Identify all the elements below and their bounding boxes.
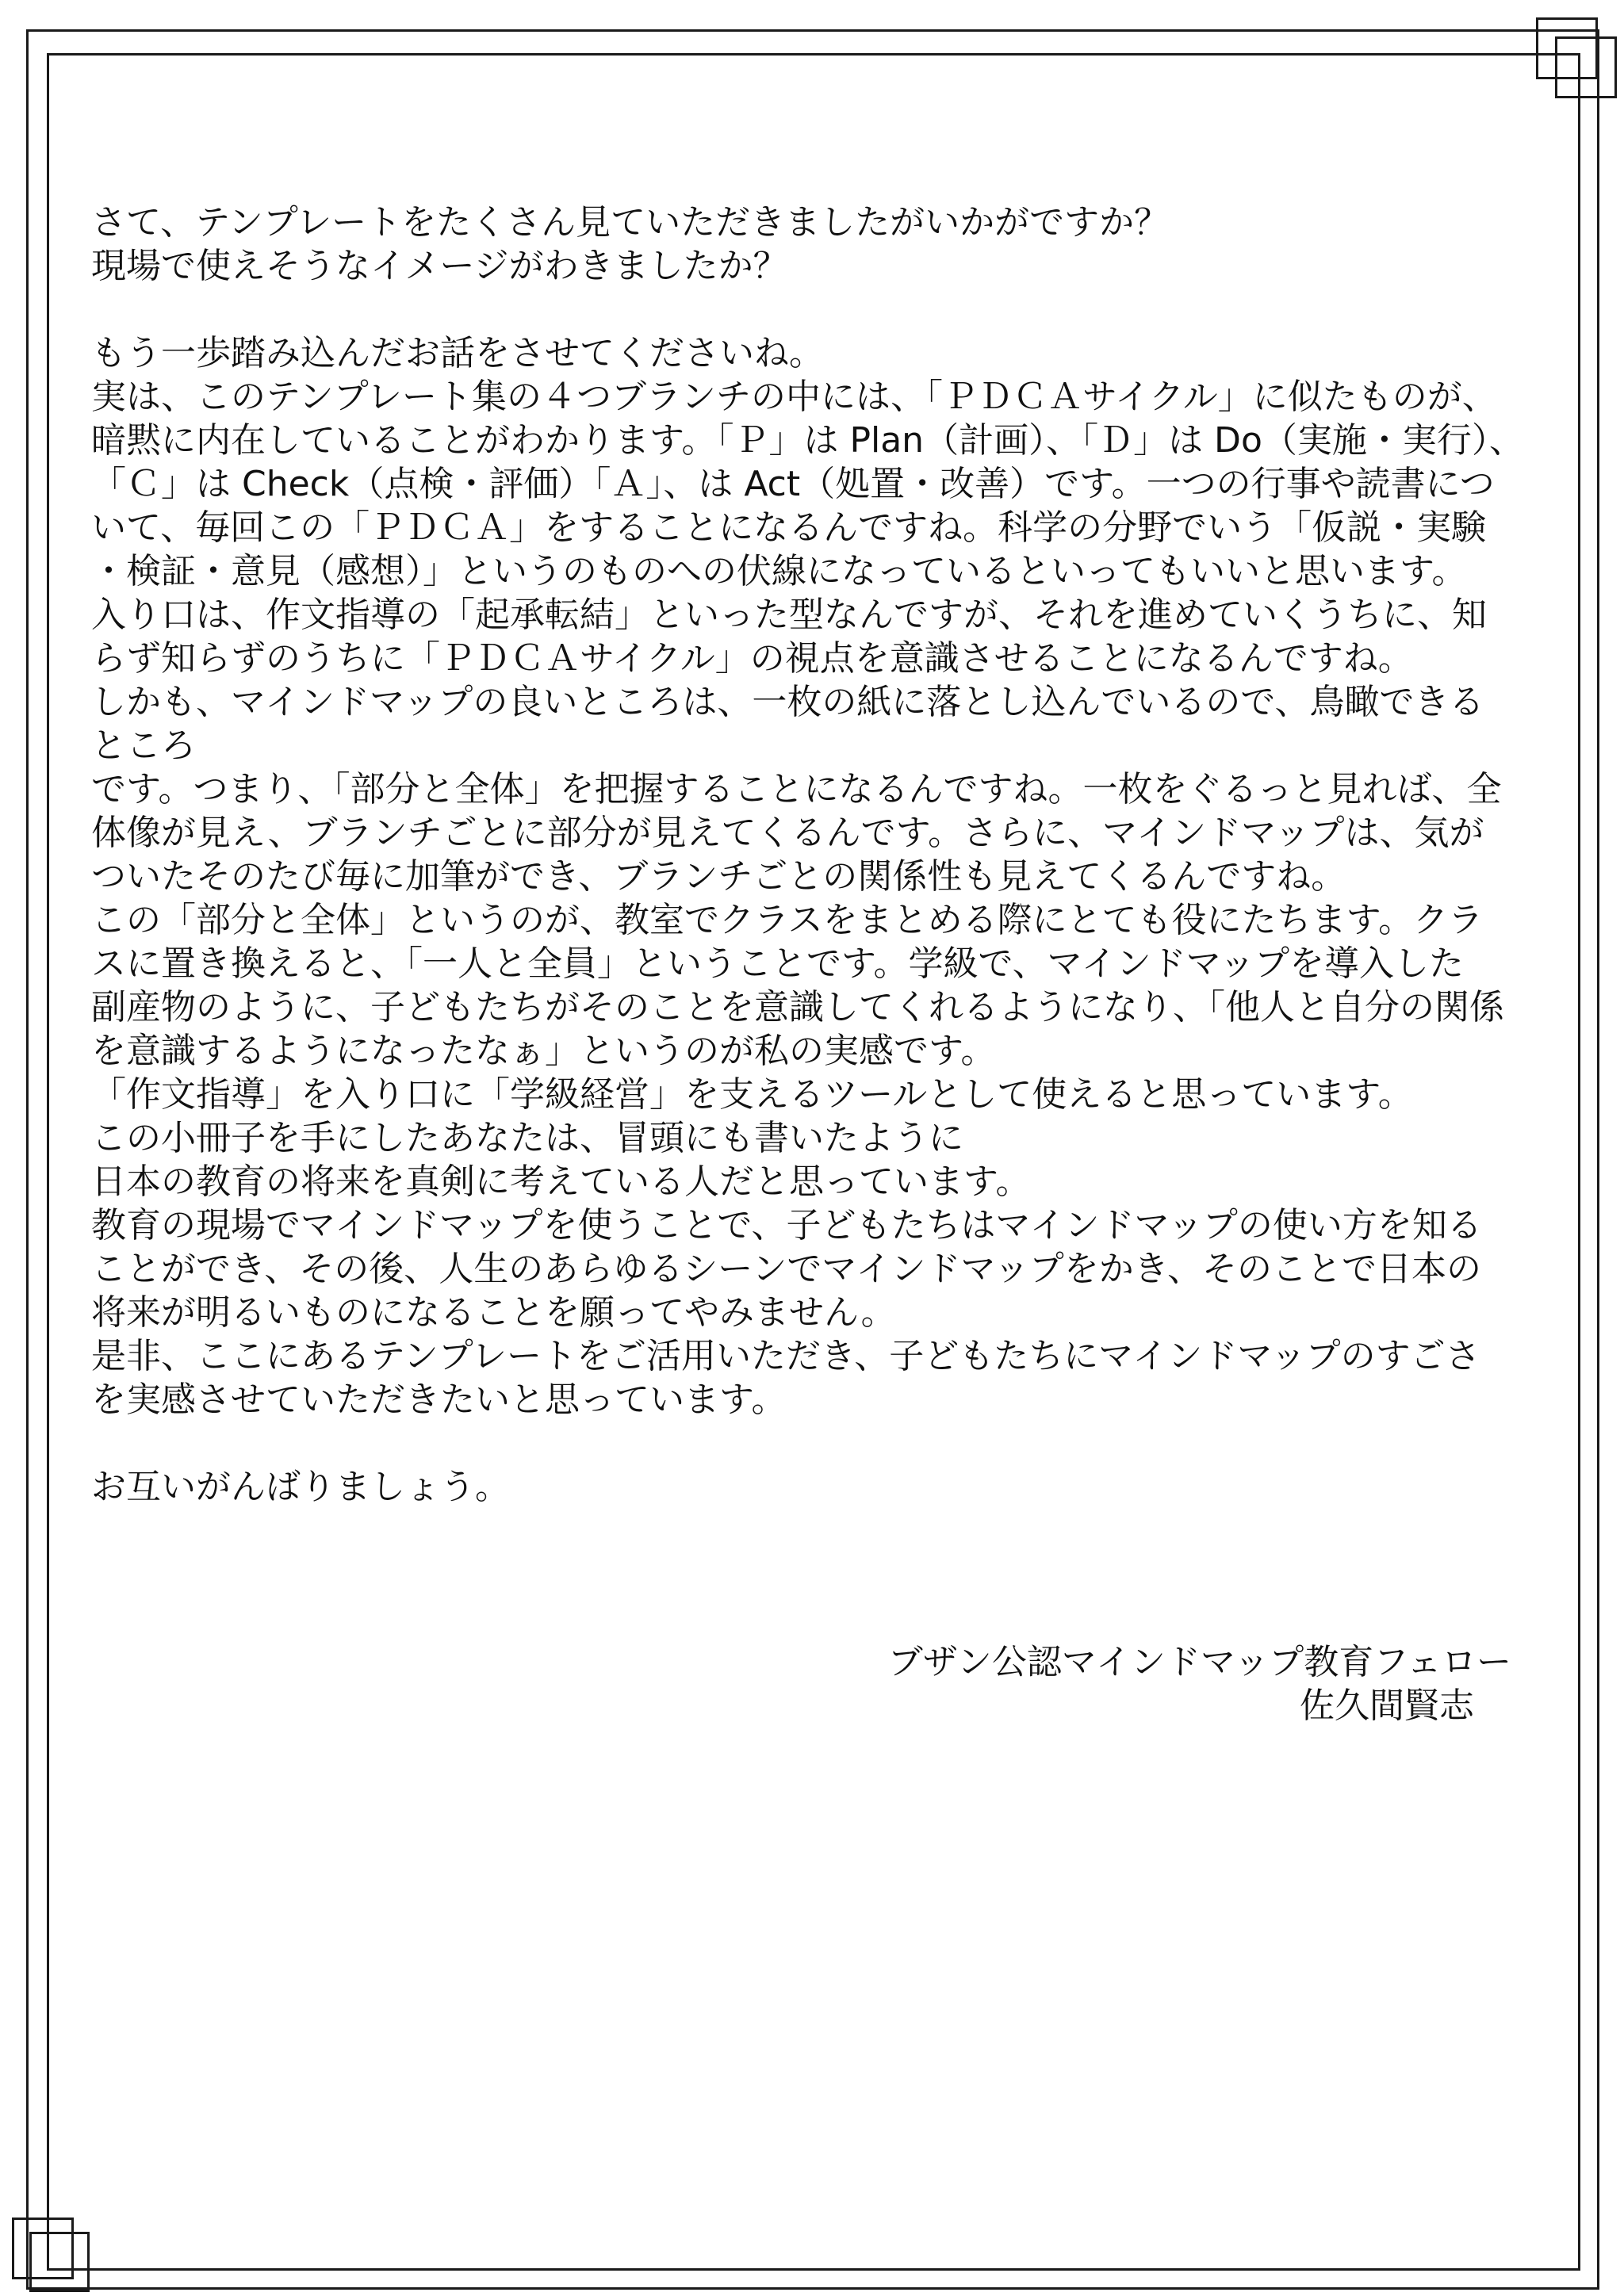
text-line: 是非、ここにあるテンプレートをご活用いただき、子どもたちにマインドマップのすごさ bbox=[91, 1336, 1480, 1376]
corner-square-decoration bbox=[1555, 36, 1617, 98]
text-line: ついたそのたび毎に加筆ができ、ブランチごとの関係性も見えてくるんですね。 bbox=[91, 856, 1346, 897]
signature-block bbox=[888, 1640, 1511, 1728]
text-line: 将来が明るいものになることを願ってやみません。 bbox=[91, 1292, 896, 1333]
text-line: を意識するようになったなぁ」というのが私の実感です。 bbox=[91, 1031, 996, 1071]
text-line: 副産物のように、子どもたちがそのことを意識してくれるようになり、「他人と自分の関係 bbox=[91, 987, 1504, 1027]
text-line: です。つまり、「部分と全体」を把握することになるんですね。一枚をぐるっと見れば、全 bbox=[91, 769, 1502, 809]
signature-title: ブザン公認マインドマップ教育フェロー bbox=[887, 1642, 1511, 1682]
text-line: いて、毎回この「ＰＤＣＡ」をすることになるんですね。科学の分野でいう「仮説・実験 bbox=[91, 507, 1487, 548]
signature-name: 佐久間賢志 bbox=[1300, 1686, 1474, 1726]
text-line: 日本の教育の将来を真剣に考えている人だと思っています。 bbox=[91, 1161, 1031, 1202]
text-line: ・検証・意見（感想）」というのものへの伏線になっているといってもいいと思います。 bbox=[91, 551, 1467, 591]
closing-line: お互いがんばりましょう。 bbox=[91, 1467, 510, 1507]
text-line: を実感させていただきたいと思っています。 bbox=[91, 1380, 787, 1420]
text-line: もう一歩踏み込んだお話をさせてくださいね。 bbox=[91, 333, 824, 373]
paragraph-spacer bbox=[91, 1422, 1574, 1465]
text-line: ところ bbox=[91, 725, 196, 766]
corner-square-decoration bbox=[29, 2232, 90, 2292]
text-line: スに置き換えると、「一人と全員」ということです。学級で、マインドマップを導入した bbox=[91, 943, 1464, 984]
text-line: ことができ、その後、人生のあらゆるシーンでマインドマップをかき、そのことで日本の bbox=[91, 1249, 1481, 1289]
text-line: 実は、このテンプレート集の４つブランチの中には、「ＰＤＣＡサイクル」に似たものが、 bbox=[91, 377, 1497, 417]
text-line: この「部分と全体」というのが、教室でクラスをまとめる際にとても役にたちます。クラ bbox=[91, 900, 1484, 940]
text-line: 暗黙に内在していることがわかります。「Ｐ」は Plan（計画）、「Ｄ」は Do（実施・実行）、 bbox=[91, 420, 1524, 461]
text-line: らず知らずのうちに「ＰＤＣＡサイクル」の視点を意識させることになるんですね。 bbox=[91, 638, 1413, 679]
text-line: 入り口は、作文指導の「起承転結」といった型なんですが、それを進めていくうちに、知 bbox=[91, 595, 1487, 635]
text-line: 現場で使えそうなイメージがわきましたか？ bbox=[91, 246, 788, 286]
text-line: しかも、マインドマップの良いところは、一枚の紙に落とし込んでいるので、鳥瞰できる bbox=[91, 682, 1484, 722]
text-line: 教育の現場でマインドマップを使うことで、子どもたちはマインドマップの使い方を知る bbox=[91, 1205, 1482, 1246]
letter-body bbox=[91, 201, 1574, 1509]
text-line: 「Ｃ」は Check（点検・評価）「Ａ」、は Act（処置・改善）です。一つの行事や読書につ bbox=[91, 464, 1495, 504]
text-line: この小冊子を手にしたあなたは、冒頭にも書いたように bbox=[91, 1118, 963, 1158]
text-line: 「作文指導」を入り口に「学級経営」を支えるツールとして使えると思っています。 bbox=[91, 1074, 1413, 1115]
paragraph-spacer bbox=[91, 288, 1574, 331]
text-line: 体像が見え、ブランチごとに部分が見えてくるんです。さらに、マインドマップは、気が bbox=[91, 813, 1484, 853]
text-line: さて、テンプレートをたくさん見ていただきましたがいかがですか？ bbox=[91, 202, 1170, 243]
